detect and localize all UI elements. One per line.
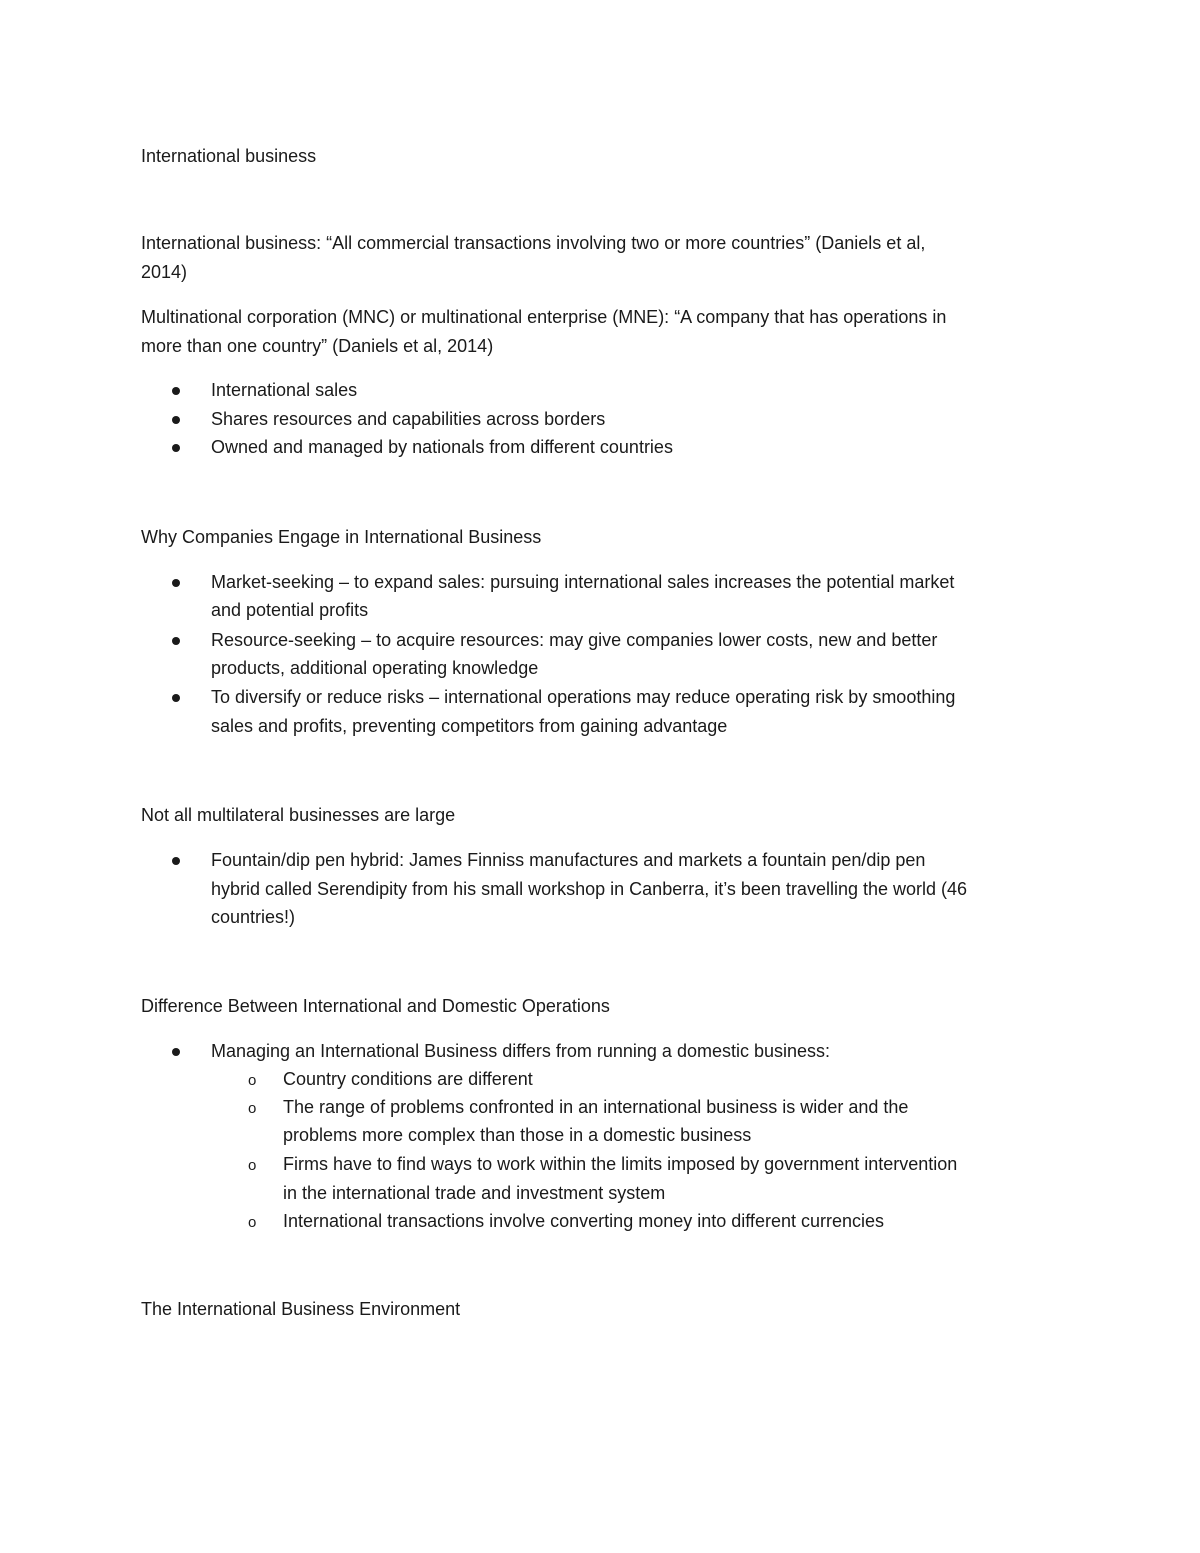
list-item: Shares resources and capabilities across borders (211, 409, 606, 429)
list-item: Resource-seeking – to acquire resources: may give companies lower costs, new and better (211, 630, 938, 650)
bullet-dot-icon (172, 1048, 180, 1056)
sub-bullet-circle-icon: o (248, 1214, 257, 1231)
bullet-dot-icon (172, 444, 180, 452)
bullet-dot-icon (172, 637, 180, 645)
bullet-dot-icon (172, 387, 180, 395)
definition-mnc-line1: Multinational corporation (MNC) or multinational enterprise (MNE): “A company that has operations in (141, 307, 947, 327)
sub-bullet-circle-icon: o (248, 1100, 257, 1117)
section-heading-environment: The International Business Environment (141, 1299, 461, 1319)
section-heading-why: Why Companies Engage in International Business (141, 527, 542, 547)
list-item: Owned and managed by nationals from different countries (211, 437, 673, 457)
list-item: Market-seeking – to expand sales: pursuing international sales increases the potential market (211, 572, 955, 592)
document-title: International business (141, 146, 317, 166)
sub-list-item-continuation: problems more complex than those in a domestic business (283, 1125, 752, 1145)
list-item-continuation: products, additional operating knowledge (211, 658, 539, 678)
list-item-continuation: hybrid called Serendipity from his small workshop in Canberra, it’s been travelling the world (46 (211, 879, 968, 899)
bullet-dot-icon (172, 857, 180, 865)
list-item-continuation: and potential profits (211, 600, 369, 620)
section-heading-difference: Difference Between International and Domestic Operations (141, 996, 610, 1016)
bullet-dot-icon (172, 579, 180, 587)
sub-bullet-circle-icon: o (248, 1072, 257, 1089)
list-item: Fountain/dip pen hybrid: James Finniss manufactures and markets a fountain pen/dip pen (211, 850, 926, 870)
section-heading-small-businesses: Not all multilateral businesses are large (141, 805, 456, 825)
bullet-dot-icon (172, 694, 180, 702)
sub-list-item: The range of problems confronted in an international business is wider and the (283, 1097, 909, 1117)
sub-list-item-continuation: in the international trade and investment system (283, 1183, 666, 1203)
sub-bullet-circle-icon: o (248, 1157, 257, 1174)
definition-international-business-line2: 2014) (141, 262, 188, 282)
definition-mnc-line2: more than one country” (Daniels et al, 2014) (141, 336, 494, 356)
list-item-continuation: countries!) (211, 907, 296, 927)
sub-list-item: Firms have to find ways to work within the limits imposed by government intervention (283, 1154, 958, 1174)
list-item-continuation: sales and profits, preventing competitors from gaining advantage (211, 716, 728, 736)
sub-list-item: Country conditions are different (283, 1069, 533, 1089)
list-item: Managing an International Business differs from running a domestic business: (211, 1041, 831, 1061)
list-item: International sales (211, 380, 358, 400)
definition-international-business-line1: International business: “All commercial transactions involving two or more countries” (Daniels et al, (141, 233, 926, 253)
bullet-dot-icon (172, 416, 180, 424)
sub-list-item: International transactions involve converting money into different currencies (283, 1211, 884, 1231)
list-item: To diversify or reduce risks – international operations may reduce operating risk by smoothing (211, 687, 956, 707)
